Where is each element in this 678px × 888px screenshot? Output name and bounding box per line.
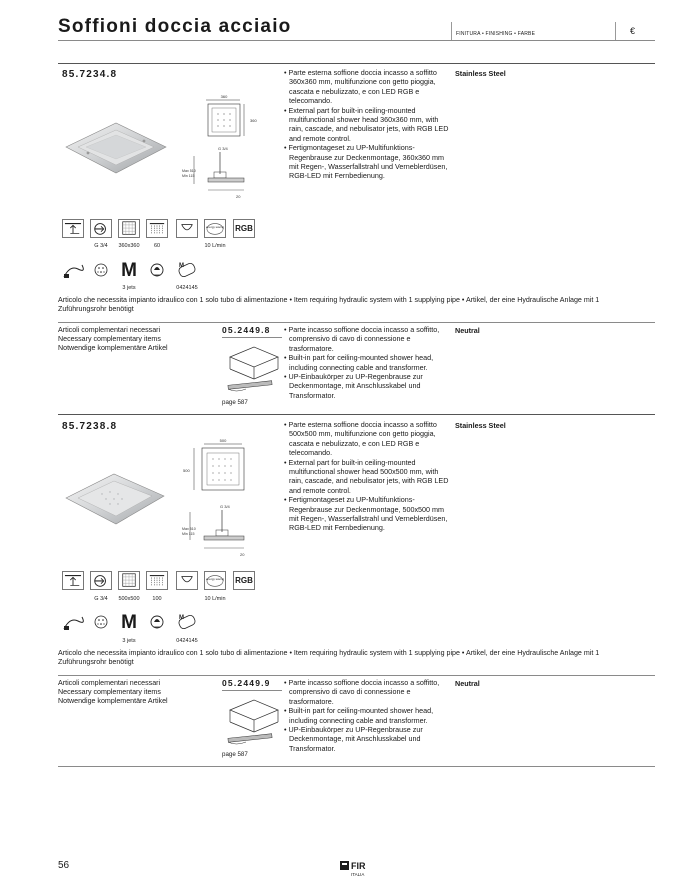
product-code: 85.7234.8 bbox=[62, 69, 118, 80]
product-top-rule bbox=[58, 414, 655, 415]
description-en: • External part for built-in ceiling-mounted multifunctional shower head 360x360 mm, with rain, cascade, and nebulisator jets, with RGB LED and remote control. bbox=[284, 105, 449, 143]
rgb-led-icon: RGB bbox=[233, 571, 255, 590]
hydraulic-note: Articolo che necessita impianto idraulico con 1 solo tubo di alimentazione • Item requiring hydraulic system with 1 supplying pipe • Artikel, der eine Hydraulische Anlage mit 1 Zuführungsrohr benötigt bbox=[58, 649, 600, 667]
remote-control-icon bbox=[176, 613, 198, 632]
dim-height: 500 bbox=[183, 468, 190, 473]
dim-thread: G 3/4 bbox=[220, 504, 230, 509]
product-code: 85.7238.8 bbox=[62, 421, 118, 432]
finish-column-header: FINITURA • FINISHING • FARBE bbox=[456, 31, 536, 37]
section-rule bbox=[58, 675, 655, 676]
svg-text:ITALIA: ITALIA bbox=[351, 872, 365, 877]
energy-saving-icon bbox=[204, 571, 226, 590]
fir-italia-logo bbox=[340, 861, 374, 879]
size-label: 360x360 bbox=[118, 243, 140, 249]
svg-text:FIR: FIR bbox=[351, 861, 366, 871]
thread-connection-icon bbox=[90, 219, 112, 238]
complementary-finish: Neutral bbox=[455, 326, 480, 335]
remote-code-label: 0424145 bbox=[176, 285, 198, 291]
shower-head-photo bbox=[58, 113, 173, 181]
svg-text:energy saving: energy saving bbox=[205, 577, 225, 582]
rgb-led-icon: RGB bbox=[233, 219, 255, 238]
product-finish: Stainless Steel bbox=[455, 421, 506, 430]
page-title: Soffioni doccia acciaio bbox=[58, 16, 292, 37]
square-size-icon bbox=[118, 219, 140, 238]
complementary-labels: Articoli complementari necessari Necessary complementary items Notwendige komplementäre Artikel bbox=[58, 326, 168, 353]
flow-rate-label: 10 L/min bbox=[204, 596, 226, 602]
complementary-finish: Neutral bbox=[455, 679, 480, 688]
thread-label: G 3/4 bbox=[94, 243, 108, 249]
spray-pattern-icon bbox=[176, 571, 198, 590]
jets-count-label: 60 bbox=[153, 243, 161, 249]
section-rule bbox=[58, 766, 655, 767]
rain-jets-icon bbox=[146, 571, 168, 590]
energy-saving-icon bbox=[204, 219, 226, 238]
shower-head-photo bbox=[62, 466, 168, 532]
cable-icon bbox=[62, 613, 84, 632]
svg-text:M: M bbox=[179, 615, 184, 621]
dim-height: 360 bbox=[250, 118, 257, 123]
dim-depth: 20 bbox=[236, 194, 241, 199]
product-top-rule bbox=[58, 63, 655, 64]
dim-width: 360 bbox=[220, 94, 228, 99]
dim-max: Max 510 bbox=[182, 169, 196, 173]
header-divider bbox=[451, 22, 452, 40]
complementary-description: • Parte incasso soffione doccia incasso a soffitto, comprensivo di cavo di connessione e trasformatore. • Built-in part for ceiling-mounted shower head, including connecting cable and transformer. • UP-Einbaukörper zu UP-Regenbrause zur Deckenmontage, mit Anschlusskabel und Transformator. bbox=[284, 678, 440, 753]
product-description bbox=[284, 68, 454, 181]
header-rule bbox=[58, 40, 655, 41]
complementary-description: • Parte incasso soffione doccia incasso a soffitto, comprensivo di cavo di connessione e trasformatore. • Built-in part for ceiling-mounted shower head, including connecting cable and transformer. • UP-Einbaukörper zu UP-Regenbrause zur Deckenmontage, mit Anschlusskabel und Transformator. bbox=[284, 325, 440, 400]
flow-rate-label: 10 L/min bbox=[204, 243, 226, 249]
page-reference: page 587 bbox=[222, 399, 248, 406]
size-label: 500x500 bbox=[118, 596, 140, 602]
technical-drawing bbox=[180, 94, 265, 204]
complementary-labels: Articoli complementari necessari Necessary complementary items Notwendige komplementäre Artikel bbox=[58, 679, 168, 706]
installation-box-drawing bbox=[224, 343, 282, 395]
jets-types-label: 3 jets bbox=[122, 638, 136, 644]
description-it: • Parte esterna soffione doccia incasso a soffitto 360x360 mm, multifunzione con getto pioggia, cascata e nebulizzato, e con LED RGB e telecomando. bbox=[284, 68, 437, 106]
remote-control-icon bbox=[176, 261, 198, 280]
square-size-icon bbox=[118, 571, 140, 590]
dim-max: Max 510 bbox=[182, 527, 196, 531]
dim-thread: G 3/4 bbox=[218, 146, 228, 151]
svg-text:energy saving: energy saving bbox=[205, 225, 225, 230]
led-light-icon bbox=[146, 613, 168, 632]
dim-min: Min 115 bbox=[182, 174, 195, 178]
rain-jets-icon bbox=[146, 219, 168, 238]
dim-depth: 20 bbox=[240, 552, 245, 557]
jets-types-label: 3 jets bbox=[122, 285, 136, 291]
description-de: • Fertigmontageset zu UP-Multifunktions-Regenbrause zur Deckenmontage, 360x360 mm mit Regen-, Wasserfallstrahl und Verneblerdüsen, RGB-LED mit Fernbedienung. bbox=[284, 143, 448, 181]
product-finish: Stainless Steel bbox=[455, 69, 506, 78]
ceiling-mount-icon bbox=[62, 571, 84, 590]
product-description bbox=[284, 420, 454, 533]
dim-width: 500 bbox=[219, 438, 227, 443]
code-underline bbox=[222, 690, 282, 691]
description-en: • External part for built-in ceiling-mounted multifunctional shower head 500x500 mm, with rain, cascade, and nebulisator jets, with RGB LED and remote control. bbox=[284, 457, 449, 495]
nebulizer-icon bbox=[90, 613, 112, 632]
installation-box-drawing bbox=[224, 696, 282, 748]
thread-connection-icon bbox=[90, 571, 112, 590]
svg-text:M: M bbox=[179, 263, 184, 269]
section-rule bbox=[58, 322, 655, 323]
complementary-code: 05.2449.9 bbox=[222, 678, 271, 688]
cable-icon bbox=[62, 261, 84, 280]
thread-label: G 3/4 bbox=[94, 596, 108, 602]
technical-drawing bbox=[180, 438, 265, 560]
spray-pattern-icon bbox=[176, 219, 198, 238]
hydraulic-note: Articolo che necessita impianto idraulico con 1 solo tubo di alimentazione • Item requiring hydraulic system with 1 supplying pipe • Artikel, der eine Hydraulische Anlage mit 1 Zuführungsrohr benötigt bbox=[58, 296, 600, 314]
multifunction-icon: M bbox=[118, 613, 140, 632]
remote-code-label: 0424145 bbox=[176, 638, 198, 644]
page-number: 56 bbox=[58, 860, 70, 871]
code-underline bbox=[222, 337, 282, 338]
multifunction-icon: M bbox=[118, 261, 140, 280]
description-de: • Fertigmontageset zu UP-Multifunktions-Regenbrause zur Deckenmontage, 500x500 mm mit Regen-, Wasserfallstrahl und Verneblerdüsen, RGB-LED mit Fernbedienung. bbox=[284, 495, 448, 533]
page-reference: page 587 bbox=[222, 751, 248, 758]
header-divider bbox=[615, 22, 616, 40]
jets-count-label: 100 bbox=[152, 596, 162, 602]
dim-min: Min 115 bbox=[182, 532, 195, 536]
nebulizer-icon bbox=[90, 261, 112, 280]
ceiling-mount-icon bbox=[62, 219, 84, 238]
description-it: • Parte esterna soffione doccia incasso a soffitto 500x500 mm, multifunzione con getto pioggia, cascata e nebulizzato, e con LED RGB e telecomando. bbox=[284, 420, 437, 458]
complementary-code: 05.2449.8 bbox=[222, 325, 271, 335]
led-light-icon bbox=[146, 261, 168, 280]
currency-header: € bbox=[630, 26, 636, 36]
